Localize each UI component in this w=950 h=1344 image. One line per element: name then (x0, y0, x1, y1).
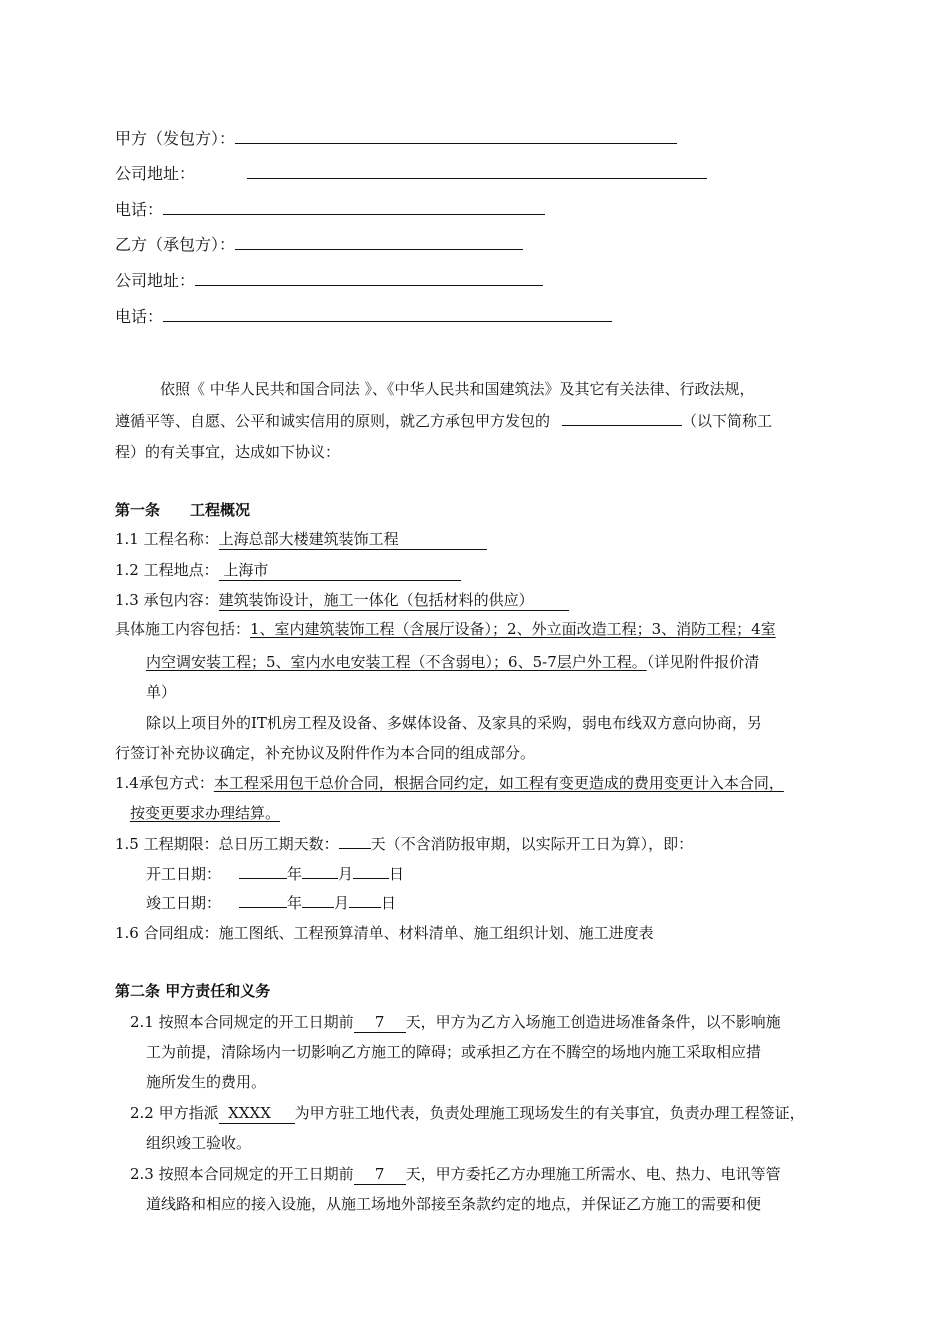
clause-2-1-days: 7 (374, 1013, 385, 1031)
party-b-address-row (115, 271, 543, 291)
project-name-row (115, 529, 487, 550)
party-a-address-label: 公司地址： (115, 164, 196, 183)
project-period-row (115, 834, 693, 854)
start-year-blank[interactable] (239, 878, 287, 879)
project-name-field[interactable] (219, 529, 487, 550)
party-a-row (115, 129, 677, 149)
contract-scope-value: 建筑装饰设计，施工一体化（包括材料的供应） (218, 591, 534, 609)
contract-composition: 1.6 合同组成：施工图纸、工程预算清单、材料清单、施工组织计划、施工进度表 (115, 924, 654, 942)
finish-day-unit: 日 (381, 894, 397, 912)
project-period-tail: 天（不含消防报审期，以实际开工日为算），即： (370, 835, 694, 853)
finish-year-unit: 年 (287, 894, 303, 912)
work-detail-row-1 (115, 619, 776, 639)
extra-line-1: 除以上项目外的IT机房工程及设备、多媒体设备、及家具的采购，弱电布线双方意向协商，另 (146, 714, 762, 732)
article-1-title: 第一条 工程概况 (115, 501, 251, 519)
clause-2-2-line-2: 组织竣工验收。 (146, 1134, 252, 1152)
party-b-phone-row (115, 307, 612, 327)
party-a-phone-row (115, 200, 545, 220)
party-a-address-blank[interactable] (247, 178, 707, 179)
intro-line-2 (115, 411, 772, 431)
contract-mode-row-2 (130, 803, 280, 823)
contract-mode-line-2: 按变更要求办理结算。 (130, 804, 281, 822)
work-detail-line-3: 单） (146, 683, 177, 701)
party-a-address-row (115, 164, 707, 184)
party-b-phone-blank[interactable] (163, 321, 612, 322)
period-days-blank[interactable] (339, 848, 371, 849)
clause-2-1-tail: 天，甲方为乙方入场施工创造进场准备条件，以不影响施 (405, 1013, 781, 1031)
clause-2-3-line-2: 道线路和相应的接入设施，从施工场地外部接至条款约定的地点，并保证乙方施工的需要和便 (146, 1195, 762, 1213)
intro-line-2-tail: （以下简称工 (682, 412, 773, 430)
clause-2-1-line-3: 施所发生的费用。 (146, 1073, 267, 1091)
project-location-value: 上海市 (223, 561, 269, 579)
work-detail-line-1: 1、室内建筑装饰工程（含展厅设备）；2、外立面改造工程；3、消防工程；4室 (250, 620, 776, 638)
contract-mode-line-1: 本工程采用包干总价合同，根据合同约定，如工程有变更造成的费用变更计入本合同， (213, 774, 784, 792)
party-a-phone-label: 电话： (115, 200, 164, 219)
contract-mode-label: 1.4承包方式： (115, 774, 214, 792)
finish-month-unit: 月 (334, 894, 350, 912)
article-2-title: 第二条 甲方责任和义务 (115, 982, 271, 1000)
party-b-address-label: 公司地址： (115, 271, 196, 290)
clause-2-2-tail: 为甲方驻工地代表，负责处理施工现场发生的有关事宜，负责办理工程签证， (294, 1104, 805, 1122)
finish-date-label: 竣工日期： (146, 894, 222, 912)
clause-2-3-row-1 (130, 1164, 781, 1185)
start-date-label: 开工日期： (146, 865, 222, 883)
project-name-value: 上海总部大楼建筑装饰工程 (218, 530, 399, 548)
party-b-blank[interactable] (235, 249, 523, 250)
contract-scope-field[interactable] (219, 590, 569, 611)
start-day-unit: 日 (389, 865, 405, 883)
start-month-blank[interactable] (302, 878, 338, 879)
party-b-address-blank[interactable] (195, 285, 543, 286)
clause-2-3-tail: 天，甲方委托乙方办理施工所需水、电、热力、电讯等管 (405, 1165, 781, 1183)
party-a-label: 甲方（发包方）： (115, 129, 236, 148)
clause-2-3-text: 2.3 按照本合同规定的开工日期前 (130, 1165, 354, 1183)
site-rep-field[interactable] (219, 1103, 295, 1124)
work-detail-line-2-tail: （详见附件报价清 (646, 653, 760, 671)
clause-2-2-text: 2.2 甲方指派 (130, 1104, 219, 1122)
project-location-row (115, 560, 461, 581)
party-b-phone-label: 电话： (115, 307, 164, 326)
intro-line-2-text: 遵循平等、自愿、公平和诚实信用的原则，就乙方承包甲方发包的 (115, 412, 551, 430)
project-location-label: 1.2 工程地点： (115, 561, 219, 579)
project-period-label: 1.5 工程期限：总日历工期天数： (115, 835, 339, 853)
project-location-field[interactable] (219, 560, 461, 581)
finish-month-blank[interactable] (302, 907, 334, 908)
clause-2-1-text: 2.1 按照本合同规定的开工日期前 (130, 1013, 354, 1031)
start-year-unit: 年 (287, 865, 303, 883)
contract-mode-row-1 (115, 773, 784, 793)
clause-2-2-row-1 (130, 1103, 805, 1124)
project-name-label: 1.1 工程名称： (115, 530, 219, 548)
extra-line-2: 行签订补充协议确定，补充协议及附件作为本合同的组成部分。 (115, 744, 536, 762)
site-rep-value: XXXX (228, 1104, 271, 1122)
finish-date-row (146, 893, 396, 913)
clause-2-3-days: 7 (374, 1165, 385, 1183)
party-b-row (115, 235, 523, 255)
start-month-unit: 月 (338, 865, 354, 883)
intro-line-1: 依照《 中华人民共和国合同法 》、《中华人民共和国建筑法》及其它有关法律、行政法规， (160, 380, 755, 398)
party-a-blank[interactable] (235, 143, 677, 144)
party-b-label: 乙方（承包方）： (115, 235, 236, 254)
intro-line-3: 程）的有关事宜，达成如下协议： (115, 443, 341, 461)
clause-2-3-days-field[interactable] (354, 1164, 406, 1185)
work-detail-row-2 (146, 652, 759, 672)
project-name-blank[interactable] (562, 425, 682, 426)
start-date-row (146, 864, 404, 884)
finish-day-blank[interactable] (349, 907, 381, 908)
work-detail-label: 具体施工内容包括： (115, 620, 251, 638)
contract-scope-label: 1.3 承包内容： (115, 591, 219, 609)
work-detail-line-2: 内空调安装工程；5、室内水电安装工程（不含弱电）；6、5-7层户外工程。 (146, 653, 647, 671)
contract-scope-row (115, 590, 569, 611)
party-a-phone-blank[interactable] (163, 214, 545, 215)
start-day-blank[interactable] (353, 878, 389, 879)
finish-year-blank[interactable] (239, 907, 287, 908)
clause-2-1-days-field[interactable] (354, 1012, 406, 1033)
clause-2-1-line-2: 工为前提，清除场内一切影响乙方施工的障碍；或承担乙方在不腾空的场地内施工采取相应措 (146, 1043, 762, 1061)
clause-2-1-row-1 (130, 1012, 781, 1033)
